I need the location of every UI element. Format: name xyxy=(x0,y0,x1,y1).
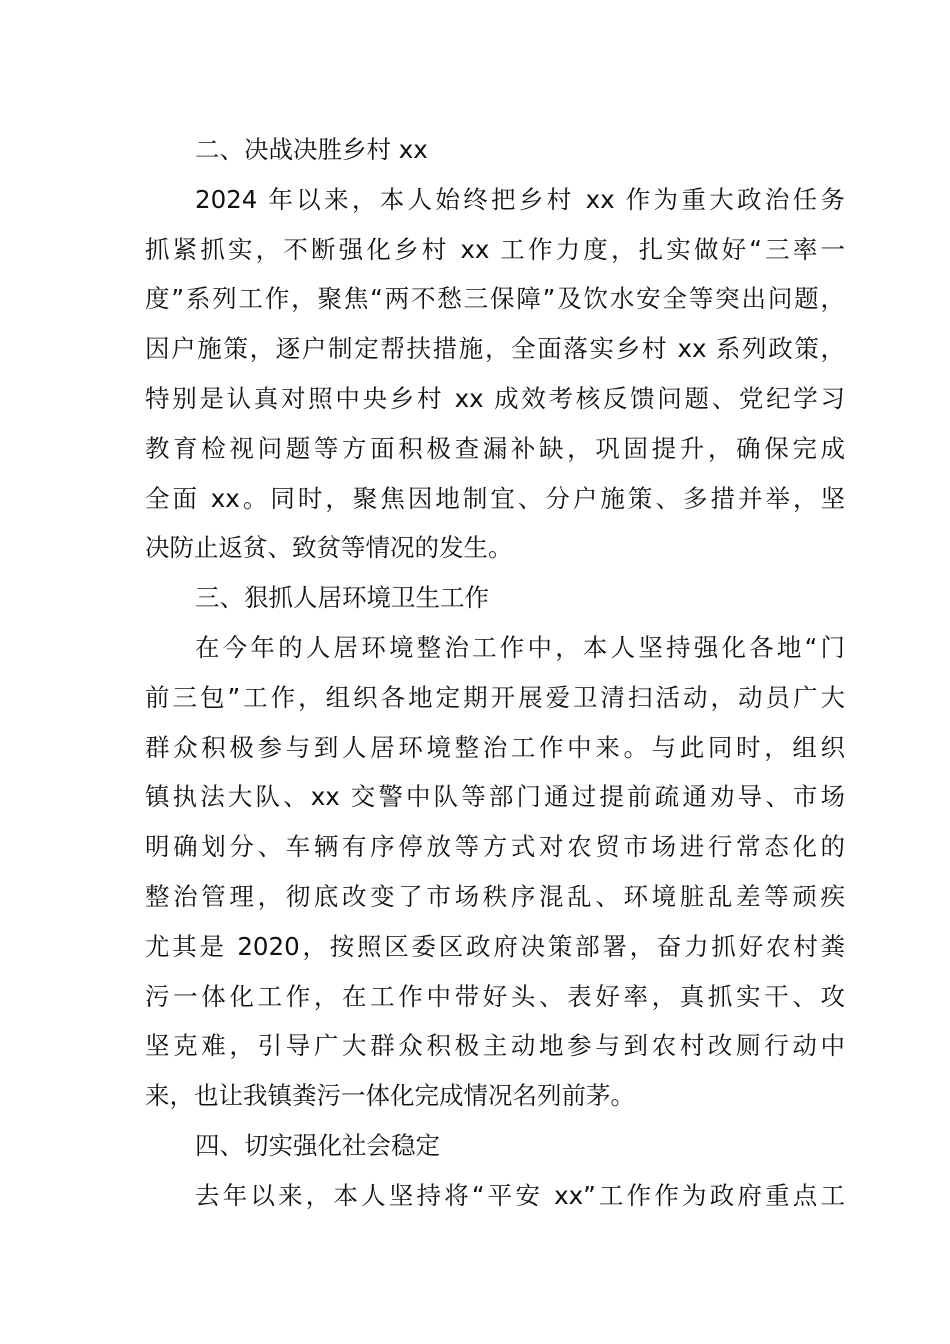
paragraph-line: 去年以来，本人坚持将“平安 xx”工作作为政府重点工 xyxy=(195,1180,845,1210)
document-body xyxy=(145,125,845,1221)
paragraph-line: 镇执法大队、xx 交警中队等部门通过提前疏通劝导、市场 xyxy=(145,782,845,812)
paragraph-line: 群众积极参与到人居环境整治工作中来。与此同时，组织 xyxy=(145,732,845,762)
paragraph-line: 因户施策，逐户制定帮扶措施，全面落实乡村 xx 系列政策， xyxy=(145,334,845,364)
section-heading: 二、决战决胜乡村 xx xyxy=(195,135,428,164)
section-heading: 四、切实强化社会稳定 xyxy=(195,1130,440,1160)
section-heading: 三、狠抓人居环境卫生工作 xyxy=(195,583,489,613)
paragraph-line: 决防止返贫、致贫等情况的发生。 xyxy=(145,533,513,563)
paragraph-line: 来，也让我镇粪污一体化完成情况名列前茅。 xyxy=(145,1081,635,1111)
paragraph-line: 2024 年以来，本人始终把乡村 xx 作为重大政治任务 xyxy=(195,184,845,214)
paragraph-line: 前三包”工作，组织各地定期开展爱卫清扫活动，动员广大 xyxy=(145,682,845,712)
paragraph-line: 教育检视问题等方面积极查漏补缺，巩固提升，确保完成 xyxy=(145,433,845,463)
paragraph-line: 坚克难，引导广大群众积极主动地参与到农村改厕行动中 xyxy=(145,1031,845,1061)
paragraph-line: 全面 xx。同时，聚焦因地制宜、分户施策、多措并举，坚 xyxy=(145,483,845,513)
paragraph-line: 在今年的人居环境整治工作中，本人坚持强化各地“门 xyxy=(195,632,845,662)
paragraph-line: 特别是认真对照中央乡村 xx 成效考核反馈问题、党纪学习 xyxy=(145,383,845,413)
paragraph-line: 整治管理，彻底改变了市场秩序混乱、环境脏乱差等顽疾 xyxy=(145,881,845,911)
paragraph-line: 尤其是 2020，按照区委区政府决策部署，奋力抓好农村粪 xyxy=(145,931,845,961)
paragraph-line: 明确划分、车辆有序停放等方式对农贸市场进行常态化的 xyxy=(145,832,845,862)
paragraph-line: 度”系列工作，聚焦“两不愁三保障”及饮水安全等突出问题， xyxy=(145,284,845,314)
paragraph-line: 抓紧抓实，不断强化乡村 xx 工作力度，扎实做好“三率一 xyxy=(145,234,845,264)
paragraph-line: 污一体化工作，在工作中带好头、表好率，真抓实干、攻 xyxy=(145,981,845,1011)
